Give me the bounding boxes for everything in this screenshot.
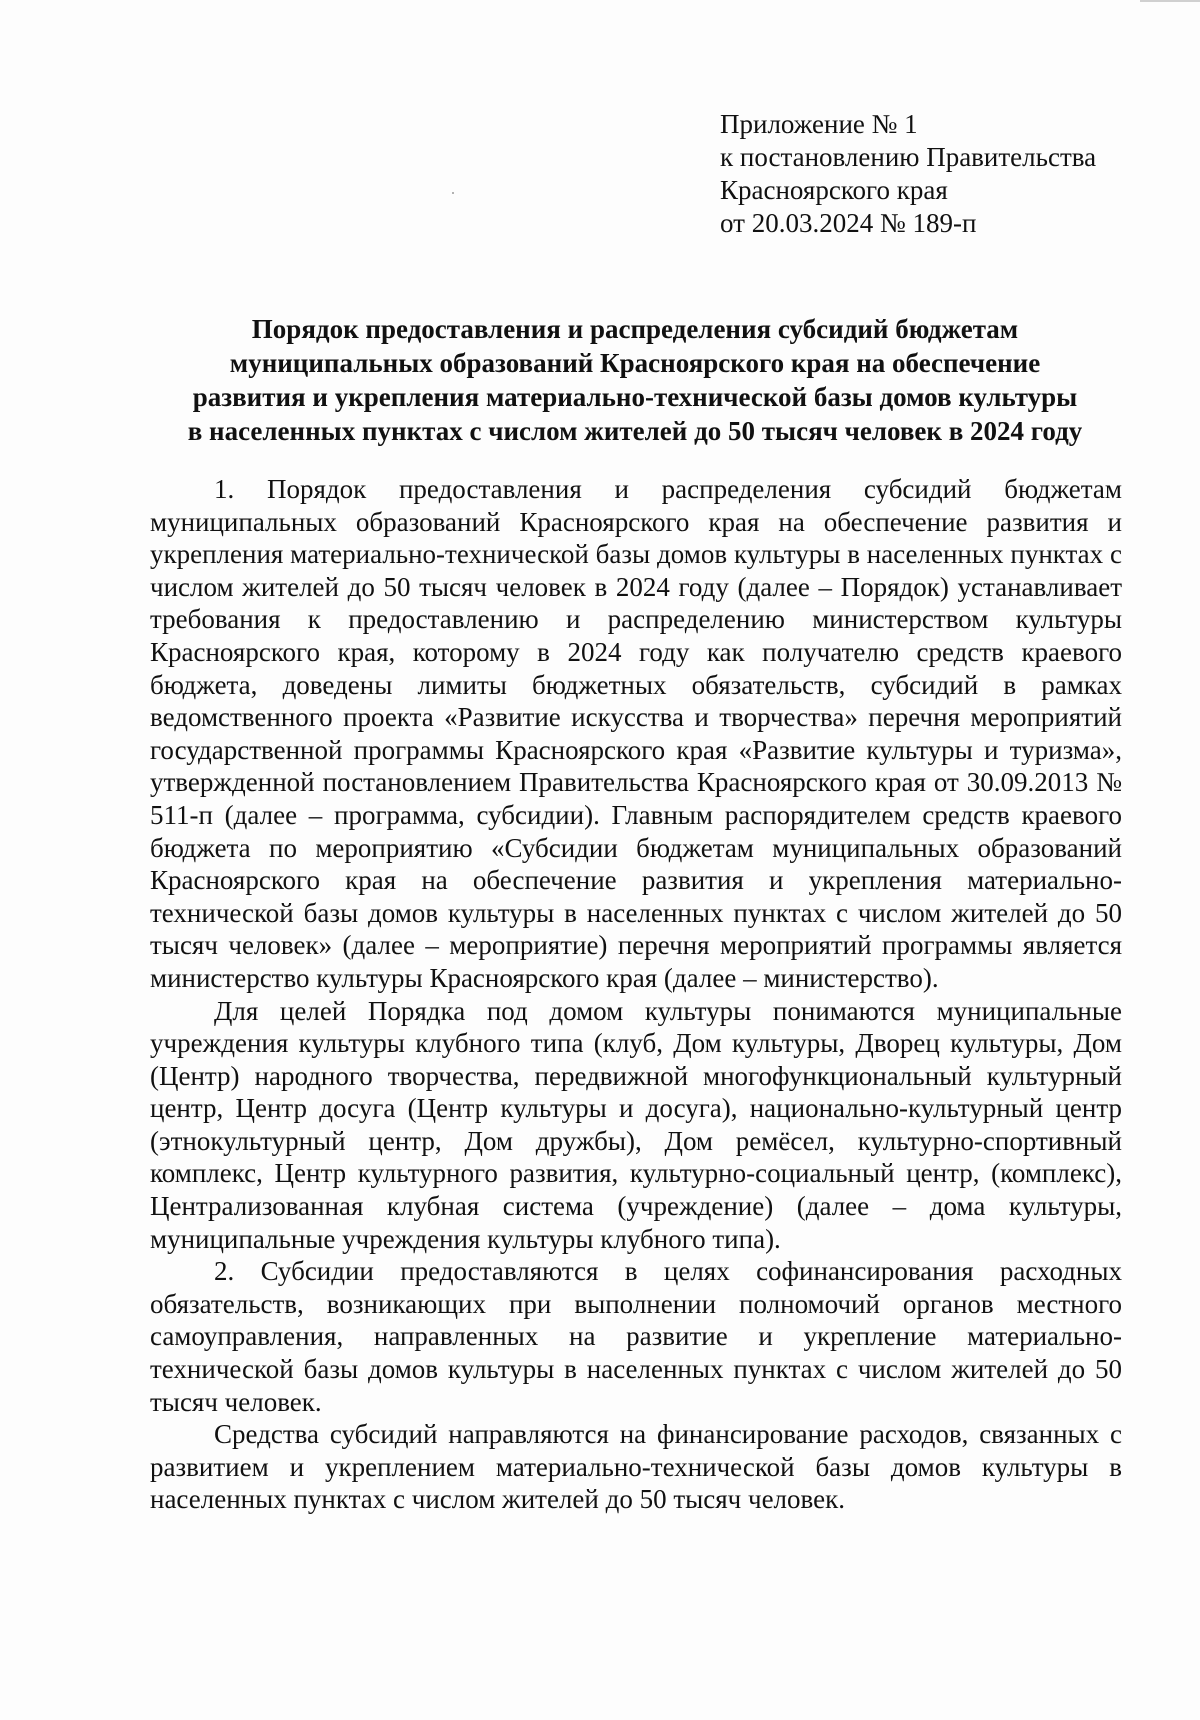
appendix-date-number: от 20.03.2024 № 189-п (720, 208, 977, 238)
appendix-reference (720, 108, 1160, 240)
paragraph-3: 2. Субсидии предоставляются в целях софинансирования расходных обязательств, возникающих при выполнении полномочий органов местного самоуправления, направленных на развитие и укрепление материально-технической базы домов культуры в населенных пунктах с числом жителей до 50 тысяч человек. (150, 1256, 1122, 1417)
paragraph-1: 1. Порядок предоставления и распределения субсидий бюджетам муниципальных образований Красноярского края на обеспечение развития и укрепления материально-технической базы домов культуры в населенных пунктах с числом жителей до 50 тысяч человек в 2024 году (далее – Порядок) устанавливает требования к предоставлению и распределению министерством культуры Красноярского края, которому в 2024 году как получателю средств краевого бюджета, доведены лимиты бюджетных обязательств, субсидий в рамках ведомственного проекта «Развитие искусства и творчества» перечня мероприятий государственной программы Красноярского края «Развитие культуры и туризма», утвержденной постановлением Правительства Красноярского края от 30.09.2013 № 511-п (далее – программа, субсидии). Главным распорядителем средств краевого бюджета по мероприятию «Субсидии бюджетам муниципальных образований Красноярского края на обеспечение развития и укрепления материально-технической базы домов культуры в населенных пунктах с числом жителей до 50 тысяч человек» (далее – мероприятие) перечня мероприятий программы является министерство культуры Красноярского края (далее – министерство). (150, 474, 1122, 993)
title-line-1: Порядок предоставления и распределения субсидий бюджетам (251, 314, 1019, 344)
appendix-number: Приложение № 1 (720, 109, 918, 139)
document-body (150, 473, 1122, 1516)
paragraph-4: Средства субсидий направляются на финансирование расходов, связанных с развитием и укреплением материально-технической базы домов культуры в населенных пунктах с числом жителей до 50 тысяч человек. (150, 1419, 1122, 1515)
scan-edge-mark (1140, 0, 1200, 2)
paragraph-2: Для целей Порядка под домом культуры понимаются муниципальные учреждения культуры клубного типа (клуб, Дом культуры, Дворец культуры, Дом (Центр) народного творчества, передвижной многофункциональный культурный центр, Центр досуга (Центр культуры и досуга), национально-культурный центр (этнокультурный центр, Дом дружбы), Дом ремёсел, культурно-спортивный комплекс, Центр культурного развития, культурно-социальный центр, (комплекс), Централизованная клубная система (учреждение) (далее – дома культуры, муниципальные учреждения культуры клубного типа). (150, 995, 1122, 1254)
scan-speck (452, 192, 454, 194)
title-line-2: муниципальных образований Красноярского края на обеспечение (229, 348, 1041, 378)
appendix-region: Красноярского края (720, 175, 948, 205)
document-title (150, 312, 1120, 448)
title-line-3: развития и укрепления материально-технической базы домов культуры (192, 382, 1078, 412)
title-line-4: в населенных пунктах с числом жителей до 50 тысяч человек в 2024 году (187, 416, 1083, 446)
appendix-resolution-ref: к постановлению Правительства (720, 142, 1097, 172)
